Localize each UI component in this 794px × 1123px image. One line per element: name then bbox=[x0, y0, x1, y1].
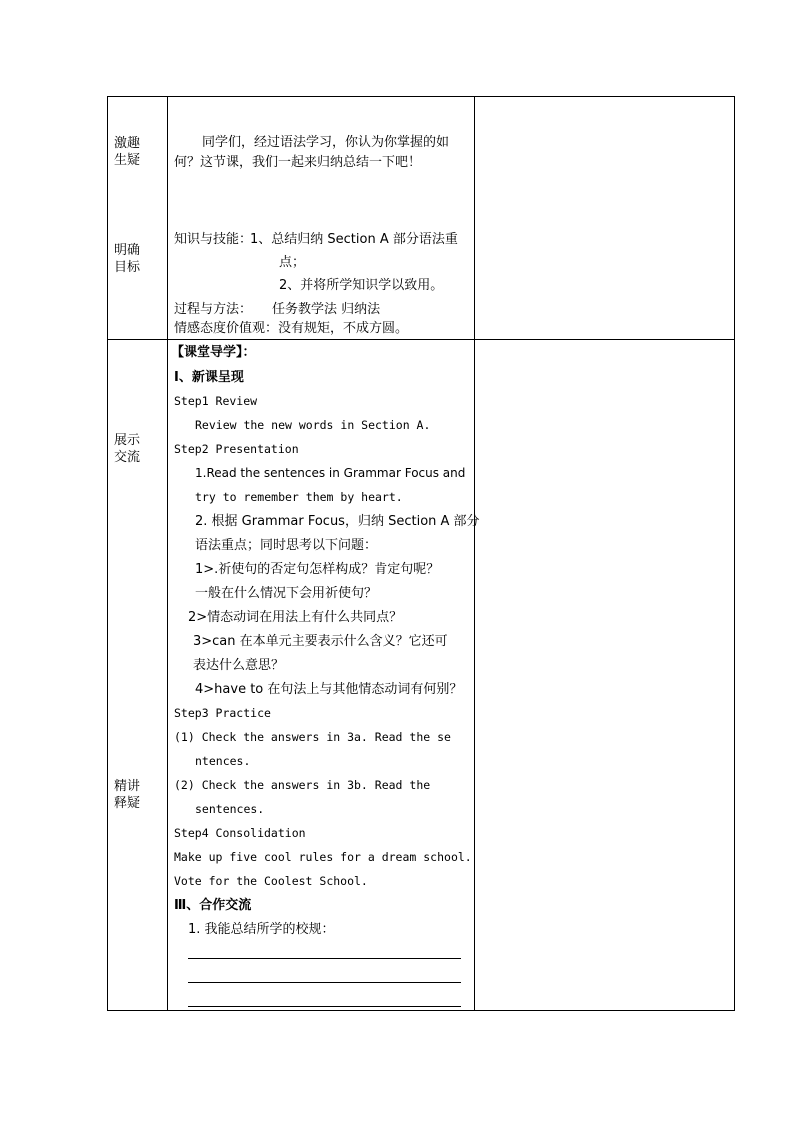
table-row-divider bbox=[107, 339, 735, 340]
step3-item-2b: sentences. bbox=[195, 802, 265, 816]
step2-item-1a: 1.Read the sentences in Grammar Focus and bbox=[195, 466, 466, 480]
guide-heading: 【课堂导学】： bbox=[171, 345, 256, 360]
table-right-border bbox=[734, 96, 735, 1011]
goal-process-value: 任务教学法 归纳法 bbox=[272, 302, 381, 317]
section-label-explanation: 精讲释疑 bbox=[114, 779, 141, 811]
step2-item-1b: try to remember them by heart. bbox=[195, 490, 403, 504]
table-column-divider-1 bbox=[167, 96, 168, 1011]
step3-item-1b: ntences. bbox=[195, 754, 251, 768]
step2-item-2a: 2. 根据 Grammar Focus，归纳 Section A 部分 bbox=[195, 514, 480, 529]
question-2: 2>情态动词在用法上有什么共同点？ bbox=[188, 610, 403, 625]
section-label-goals: 明确目标 bbox=[114, 243, 141, 275]
question-3a: 3>can 在本单元主要表示什么含义？它还可 bbox=[193, 634, 448, 649]
question-3b: 表达什么意思？ bbox=[193, 658, 285, 673]
goal-knowledge-item-1-cont: 点； bbox=[279, 255, 306, 270]
step2-item-2b: 语法重点；同时思考以下问题： bbox=[195, 538, 378, 553]
section-label-intro: 激趣生疑 bbox=[114, 136, 141, 168]
part-1-heading: Ⅰ、新课呈现 bbox=[174, 370, 244, 385]
question-1a: 1>.祈使句的否定句怎样构成？肯定句呢？ bbox=[195, 562, 440, 577]
goal-emotion: 情感态度价值观：没有规矩，不成方圆。 bbox=[174, 321, 409, 336]
table-bottom-border bbox=[107, 1010, 735, 1011]
goal-process-label: 过程与方法： bbox=[174, 302, 253, 317]
step3-item-1a: (1) Check the answers in 3a. Read the se bbox=[174, 730, 451, 744]
step1-title: Step1 Review bbox=[174, 394, 258, 408]
task-1: 1. 我能总结所学的校规： bbox=[188, 922, 335, 937]
part-3-heading: Ⅲ、合作交流 bbox=[174, 898, 252, 913]
step4-line-2: Vote for the Coolest School. bbox=[174, 874, 368, 888]
table-top-border bbox=[107, 96, 735, 97]
step2-title: Step2 Presentation bbox=[174, 442, 299, 456]
section-label-presentation: 展示交流 bbox=[114, 433, 141, 465]
question-1b: 一般在什么情况下会用祈使句？ bbox=[195, 586, 378, 601]
goal-knowledge-item-1: 1、总结归纳 Section A 部分语法重 bbox=[250, 232, 458, 247]
table-column-divider-2 bbox=[474, 96, 475, 1011]
step4-line-1: Make up five cool rules for a dream school. bbox=[174, 850, 472, 864]
goal-knowledge-label: 知识与技能： bbox=[174, 232, 253, 247]
answer-blank-line bbox=[188, 982, 461, 983]
question-4: 4>have to 在句法上与其他情态动词有何别？ bbox=[195, 682, 463, 697]
step1-text: Review the new words in Section A. bbox=[195, 418, 431, 432]
answer-blank-line bbox=[188, 1006, 461, 1007]
intro-line-1: 同学们，经过语法学习，你认为你掌握的如 bbox=[202, 135, 450, 150]
answer-blank-line bbox=[188, 958, 461, 959]
goal-knowledge-item-2: 2、并将所学知识学以致用。 bbox=[279, 278, 444, 293]
step3-item-2a: (2) Check the answers in 3b. Read the bbox=[174, 778, 431, 792]
step4-title: Step4 Consolidation bbox=[174, 826, 306, 840]
intro-line-2: 何？这节课，我们一起来归纳总结一下吧！ bbox=[174, 155, 422, 170]
table-left-border bbox=[107, 96, 108, 1011]
step3-title: Step3 Practice bbox=[174, 706, 271, 720]
